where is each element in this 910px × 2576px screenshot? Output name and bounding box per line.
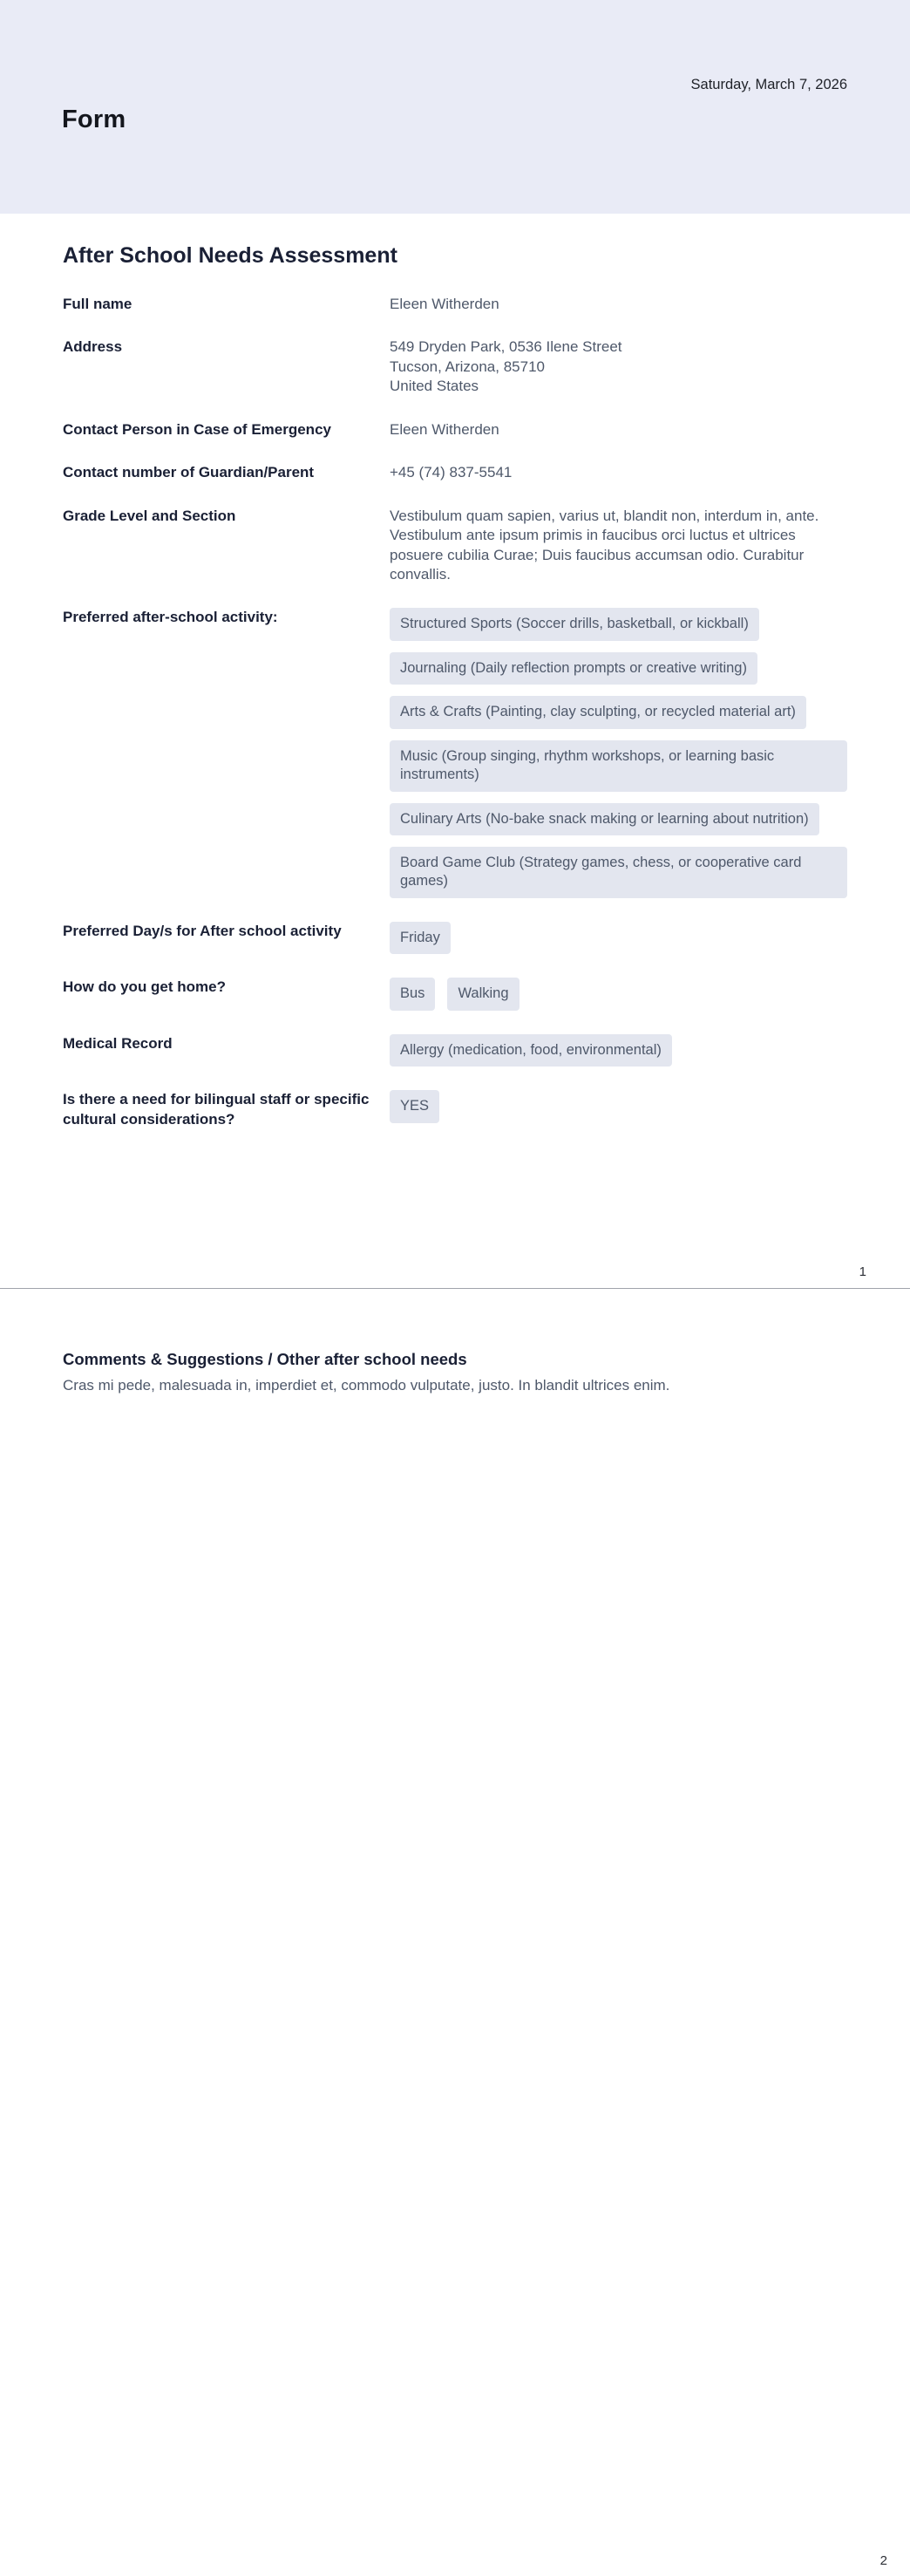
comments-text: Cras mi pede, malesuada in, imperdiet et, commodo vulputate, justo. In blandit ultrices enim. xyxy=(63,1377,670,1394)
activity-chip-music: Music (Group singing, rhythm workshops, or learning basic instruments) xyxy=(390,740,847,792)
field-row-guardian-number xyxy=(63,463,847,482)
field-row-full-name xyxy=(63,295,847,314)
field-value-full-name: Eleen Witherden xyxy=(390,296,499,312)
field-row-preferred-activity xyxy=(63,608,847,898)
activity-chip-board-game-club: Board Game Club (Strategy games, chess, or cooperative card games) xyxy=(390,847,847,898)
address-line-2: Tucson, Arizona, 85710 xyxy=(390,358,545,375)
medical-record-chips xyxy=(390,1034,847,1067)
form-title: Form xyxy=(62,106,126,133)
field-label-emergency-contact: Contact Person in Case of Emergency xyxy=(63,420,331,438)
field-label-address: Address xyxy=(63,338,123,356)
page-number-2: 2 xyxy=(879,2553,887,2568)
page1-content xyxy=(0,214,910,1129)
field-row-medical-record xyxy=(63,1034,847,1067)
field-row-get-home xyxy=(63,978,847,1010)
activity-chip-structured-sports: Structured Sports (Soccer drills, basketball, or kickball) xyxy=(390,608,759,640)
get-home-chip-walking: Walking xyxy=(447,978,519,1010)
day-chip-friday: Friday xyxy=(390,922,451,954)
field-value-address xyxy=(390,337,847,396)
field-value-grade-level: Vestibulum quam sapien, varius ut, blandit non, interdum in, ante. Vestibulum ante ipsum primis in faucibus orci luctus et ultrices posuere cubilia Curae; Duis faucibus accumsan odio. Curabitur convallis. xyxy=(390,507,819,583)
field-row-emergency-contact xyxy=(63,420,847,440)
field-row-grade-level xyxy=(63,507,847,585)
field-label-preferred-days: Preferred Day/s for After school activity xyxy=(63,922,342,939)
header-date: Saturday, March 7, 2026 xyxy=(690,77,847,92)
bilingual-chips xyxy=(390,1090,847,1122)
field-label-preferred-activity: Preferred after-school activity: xyxy=(63,609,278,626)
preferred-days-chips xyxy=(390,922,847,954)
field-label-full-name: Full name xyxy=(63,296,132,312)
field-label-grade-level: Grade Level and Section xyxy=(63,507,236,524)
activity-chip-arts-crafts: Arts & Crafts (Painting, clay sculpting, or recycled material art) xyxy=(390,696,806,728)
field-row-preferred-days xyxy=(63,922,847,954)
field-label-medical-record: Medical Record xyxy=(63,1034,173,1052)
preferred-activity-chips xyxy=(390,608,847,898)
get-home-chip-bus: Bus xyxy=(390,978,435,1010)
field-label-guardian-number: Contact number of Guardian/Parent xyxy=(63,464,315,481)
page-2 xyxy=(0,1289,910,2575)
get-home-chips xyxy=(390,978,847,1010)
page-number-1: 1 xyxy=(859,1264,866,1279)
address-line-3: United States xyxy=(390,378,479,395)
field-label-bilingual: Is there a need for bilingual staff or specific cultural considerations? xyxy=(63,1091,370,1128)
field-label-get-home: How do you get home? xyxy=(63,978,226,996)
field-value-emergency-contact: Eleen Witherden xyxy=(390,420,499,438)
assessment-heading: After School Needs Assessment xyxy=(63,243,397,268)
medical-chip-allergy: Allergy (medication, food, environmental) xyxy=(390,1034,672,1067)
activity-chip-journaling: Journaling (Daily reflection prompts or creative writing) xyxy=(390,652,757,685)
field-row-bilingual xyxy=(63,1090,847,1129)
bilingual-chip-yes: YES xyxy=(390,1090,439,1122)
field-value-guardian-number: +45 (74) 837-5541 xyxy=(390,464,513,481)
header xyxy=(0,0,910,214)
field-row-address xyxy=(63,337,847,396)
address-line-1: 549 Dryden Park, 0536 Ilene Street xyxy=(390,338,622,356)
comments-heading: Comments & Suggestions / Other after school needs xyxy=(63,1350,467,1368)
activity-chip-culinary-arts: Culinary Arts (No-bake snack making or learning about nutrition) xyxy=(390,803,819,835)
